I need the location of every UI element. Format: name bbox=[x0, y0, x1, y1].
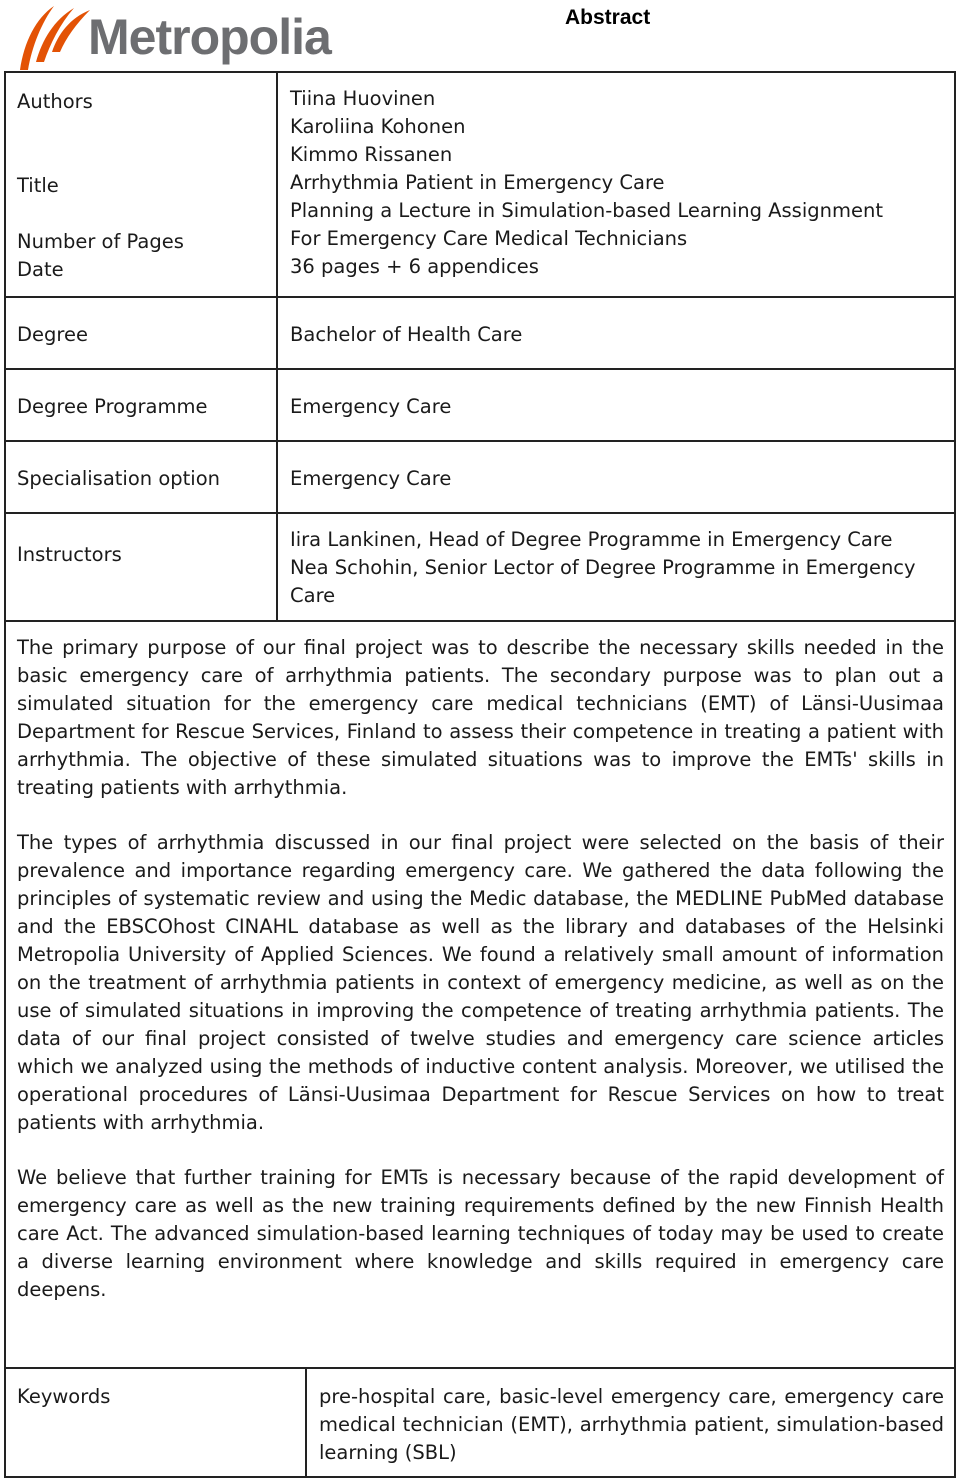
column-divider bbox=[276, 71, 278, 622]
page-header bbox=[0, 0, 960, 72]
instructors-label: Instructors bbox=[17, 543, 122, 566]
title-line: Planning a Lecture in Simulation-based Learning Assignment bbox=[290, 199, 883, 222]
row-divider bbox=[4, 296, 956, 298]
column-divider bbox=[305, 1367, 307, 1478]
title-label: Title bbox=[17, 174, 59, 197]
logo-wordmark: Metropolia bbox=[88, 9, 331, 65]
keywords-label: Keywords bbox=[17, 1385, 111, 1408]
row-divider bbox=[4, 440, 956, 442]
logo-swoosh-icon bbox=[14, 2, 94, 72]
instructor-line: Nea Schohin, Senior Lector of Degree Programme in Emergency bbox=[290, 556, 916, 579]
abstract-paragraph: We believe that further training for EMTs is necessary because of the rapid development of emergency care as well as the new training requirements defined by the new Finnish Health care Act. The advanced simulation-based learning techniques of today may be used to create a diverse learning environment where knowledge and skills required in emergency care deepens. bbox=[17, 1166, 944, 1301]
date-label: Date bbox=[17, 258, 64, 281]
programme-label: Degree Programme bbox=[17, 395, 208, 418]
title-line: For Emergency Care Medical Technicians bbox=[290, 227, 688, 250]
instructor-line: Care bbox=[290, 584, 336, 607]
row-divider bbox=[4, 620, 956, 622]
degree-value: Bachelor of Health Care bbox=[290, 323, 523, 346]
row-divider bbox=[4, 512, 956, 514]
abstract-paragraph: The primary purpose of our final project was to describe the necessary skills needed in the basic emergency care of arrhythmia patients. The secondary purpose was to plan out a simulated situation for the emergency care medical technicians (EMT) of Länsi-Uusimaa Department for Rescue Services, Finland to assess their competence in treating a patient with arrhythmia. The objective of these simulated situations was to improve the EMTs' skills in treating patients with arrhythmia. bbox=[17, 636, 944, 799]
specialisation-value: Emergency Care bbox=[290, 467, 452, 490]
page-title: Abstract bbox=[565, 6, 651, 29]
pages-value: 36 pages + 6 appendices bbox=[290, 255, 539, 278]
authors-label: Authors bbox=[17, 90, 93, 113]
title-line: Arrhythmia Patient in Emergency Care bbox=[290, 171, 665, 194]
keywords-value: pre-hospital care, basic-level emergency care, emergency care medical technician (EMT), arrhythmia patient, simulation-based learning (SBL) bbox=[319, 1385, 944, 1464]
instructor-line: Iira Lankinen, Head of Degree Programme in Emergency Care bbox=[290, 528, 893, 551]
row-divider bbox=[4, 1367, 956, 1369]
specialisation-label: Specialisation option bbox=[17, 467, 220, 490]
author-name: Karoliina Kohonen bbox=[290, 115, 466, 138]
row-divider bbox=[4, 368, 956, 370]
pages-label: Number of Pages bbox=[17, 230, 184, 253]
metropolia-logo bbox=[14, 2, 334, 72]
author-name: Tiina Huovinen bbox=[290, 87, 436, 110]
abstract-paragraph: The types of arrhythmia discussed in our final project were selected on the basis of their prevalence and importance regarding emergency care. We gathered the data following the principles of systematic review and using the Medic database, the MEDLINE PubMed database and the EBSCOhost CINAHL database as well as the library and databases of the Helsinki Metropolia University of Applied Sciences. We found a relatively small amount of information on the treatment of arrhythmia patients in context of emergency medicine, as well as on the use of simulated situations in improving the competence of treating arrhythmia patients. The data of our final project consisted of twelve studies and emergency care science articles which we analyzed using the methods of inductive content analysis. Moreover, we utilised the operational procedures of Länsi-Uusimaa Department for Rescue Services on how to treat patients with arrhythmia. bbox=[17, 831, 944, 1134]
degree-label: Degree bbox=[17, 323, 88, 346]
programme-value: Emergency Care bbox=[290, 395, 452, 418]
author-name: Kimmo Rissanen bbox=[290, 143, 453, 166]
